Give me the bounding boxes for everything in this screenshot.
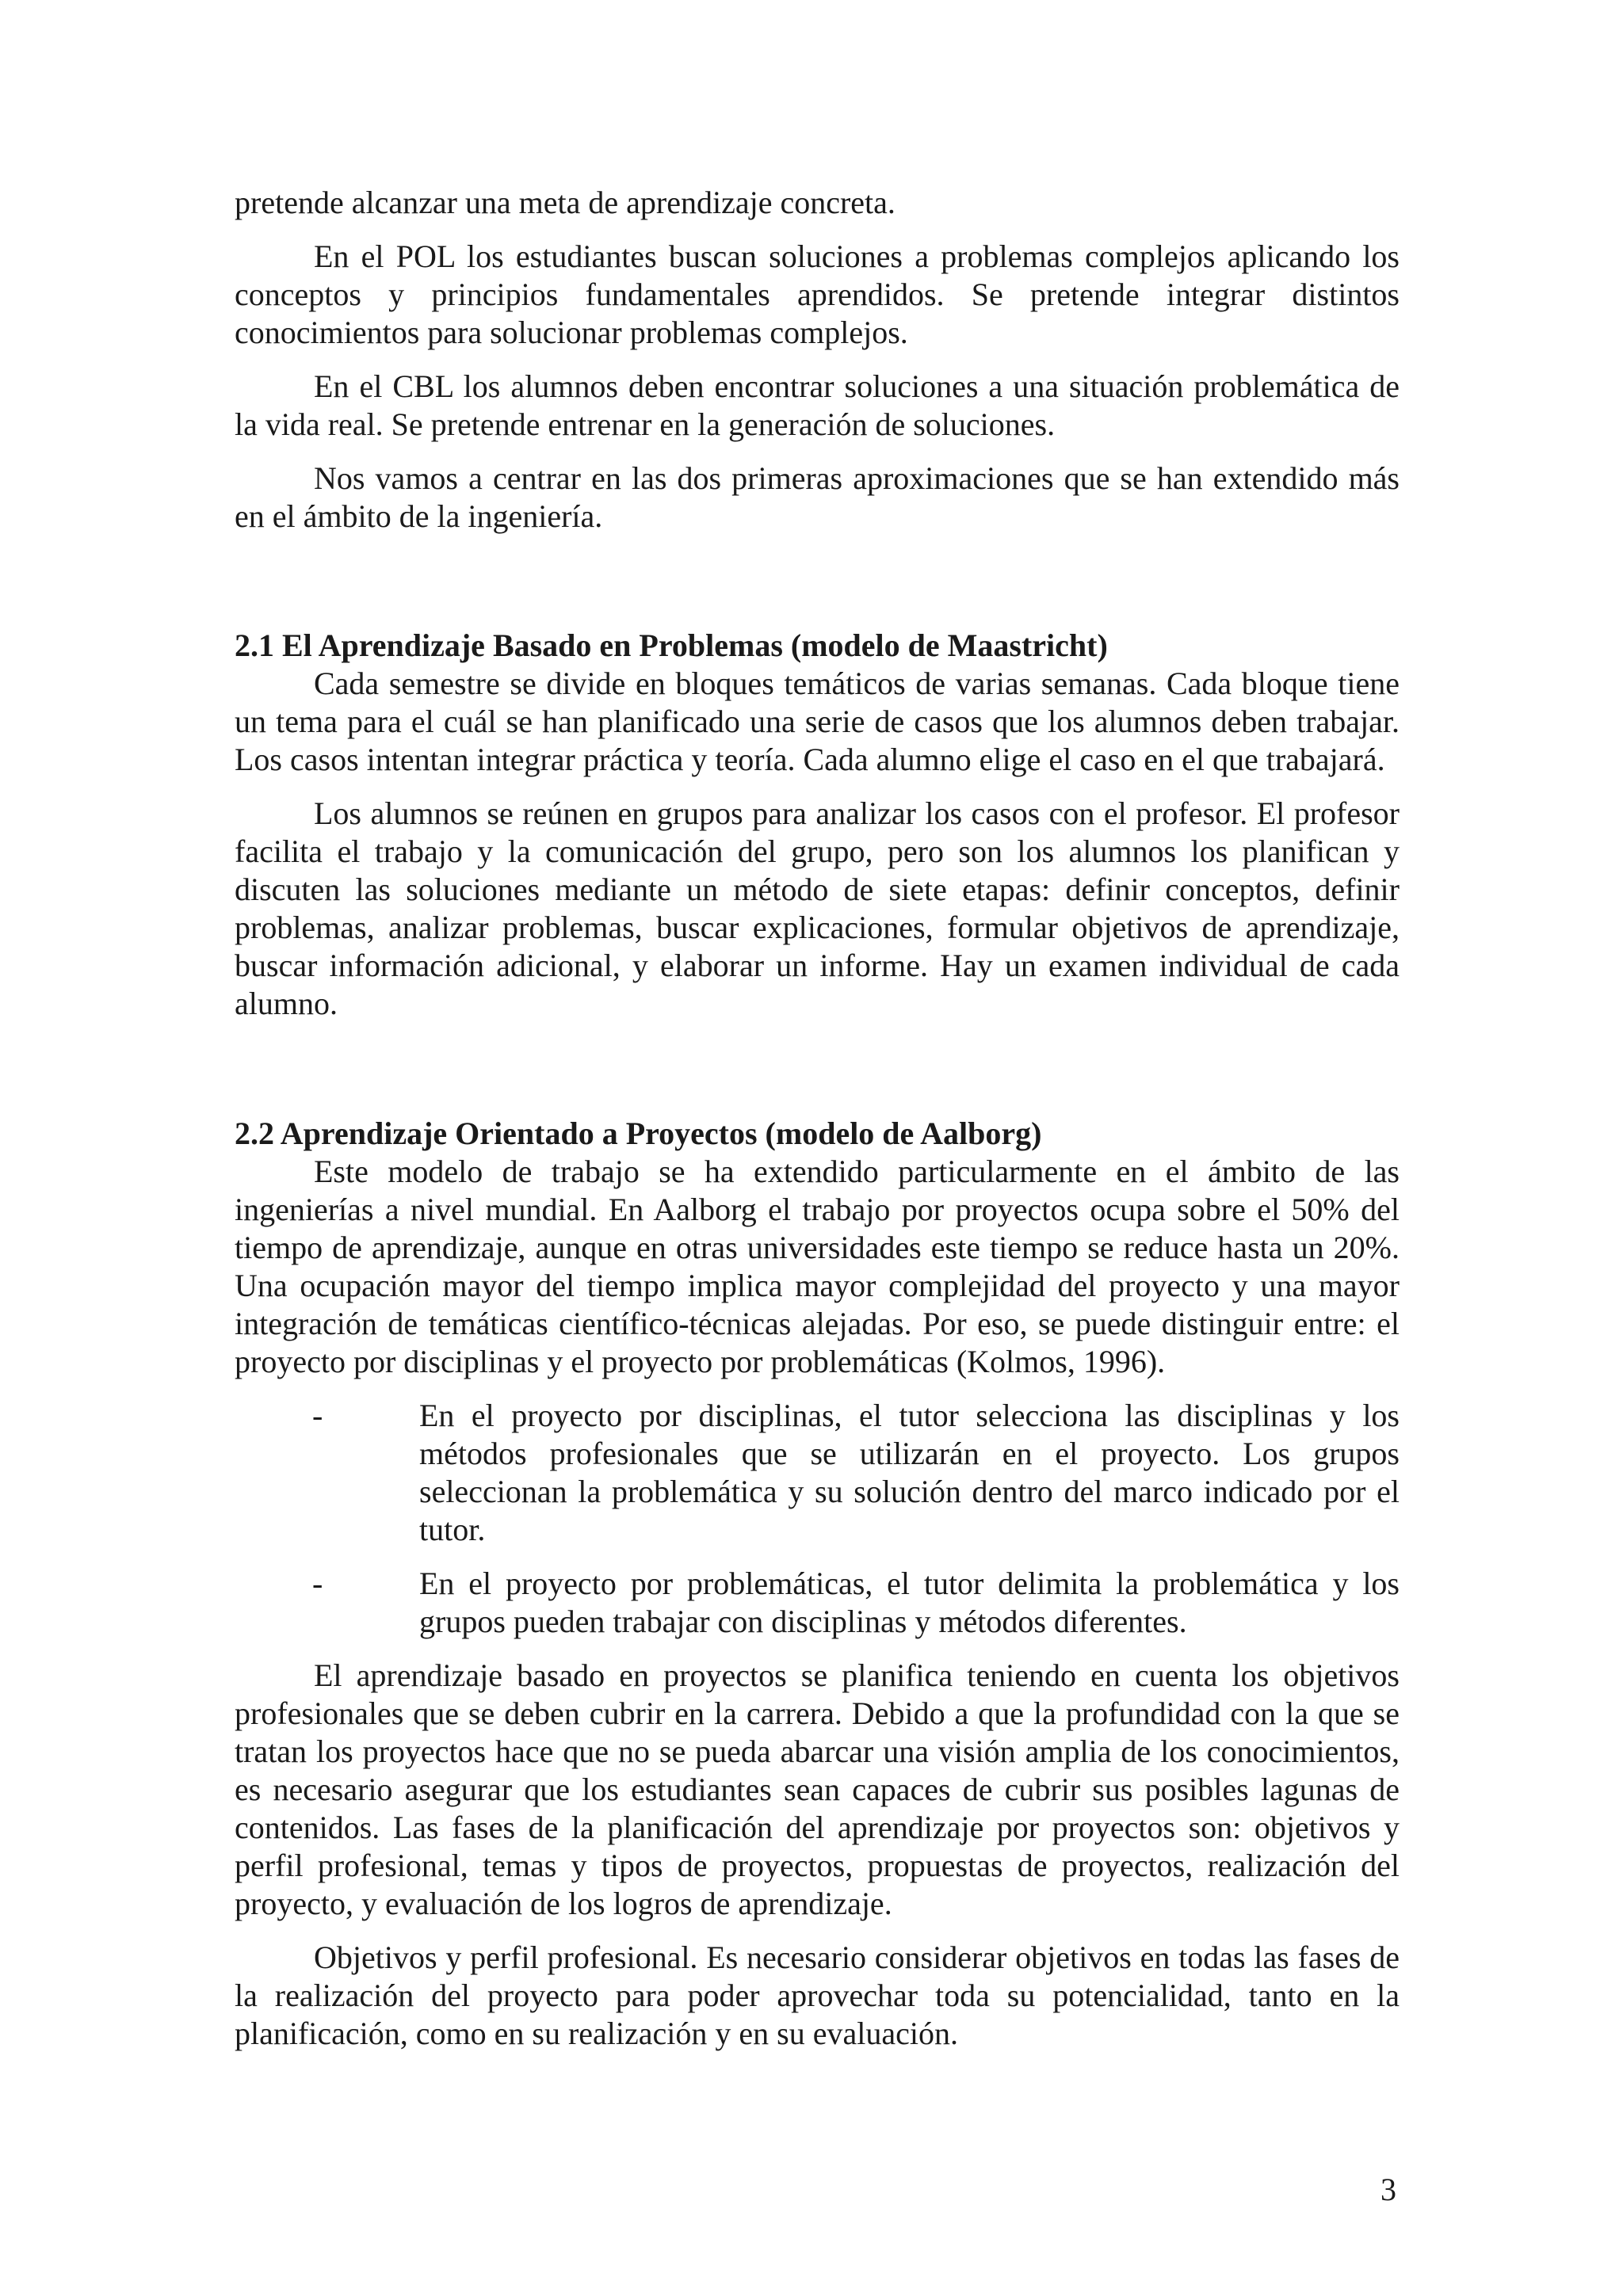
document-page bbox=[235, 184, 1400, 2069]
section-heading: 2.1 El Aprendizaje Basado en Problemas (modelo de Maastricht) bbox=[235, 627, 1108, 663]
body-paragraph: Objetivos y perfil profesional. Es necesario considerar objetivos en todas las fases de la realización del proyecto para poder aprovechar toda su potencialidad, tanto en la planificación, como en su realización y en su evaluación. bbox=[235, 1939, 1400, 2051]
body-paragraph: pretende alcanzar una meta de aprendizaje concreta. bbox=[235, 185, 896, 220]
bullet-marker: - bbox=[312, 1398, 323, 1433]
list-item-text: En el proyecto por disciplinas, el tutor selecciona las disciplinas y los métodos profesionales que se utilizarán en el proyecto. Los grupos seleccionan la problemática y su solución dentro del marco indicado por el tutor. bbox=[419, 1398, 1400, 1547]
section-heading: 2.2 Aprendizaje Orientado a Proyectos (modelo de Aalborg) bbox=[235, 1116, 1042, 1151]
body-paragraph: Los alumnos se reúnen en grupos para analizar los casos con el profesor. El profesor facilita el trabajo y la comunicación del grupo, pero son los alumnos los planifican y discuten las soluciones mediante un método de siete etapas: definir conceptos, definir problemas, analizar problemas, buscar explicaciones, formular objetivos de aprendizaje, buscar información adicional, y elaborar un informe. Hay un examen individual de cada alumno. bbox=[235, 795, 1400, 1021]
body-paragraph: En el CBL los alumnos deben encontrar soluciones a una situación problemática de la vida real. Se pretende entrenar en la generación de soluciones. bbox=[235, 368, 1400, 442]
bullet-list bbox=[235, 1397, 1400, 1641]
body-paragraph: El aprendizaje basado en proyectos se planifica teniendo en cuenta los objetivos profesionales que se deben cubrir en la carrera. Debido a que la profundidad con la que se tratan los proyectos hace que no se pueda abarcar una visión amplia de los conocimientos, es necesario asegurar que los estudiantes sean capaces de cubrir sus posibles lagunas de contenidos. Las fases de la planificación del aprendizaje por proyectos son: objetivos y perfil profesional, temas y tipos de proyectos, propuestas de proyectos, realización del proyecto, y evaluación de los logros de aprendizaje. bbox=[235, 1657, 1400, 1921]
list-item-text: En el proyecto por problemáticas, el tutor delimita la problemática y los grupos pueden trabajar con disciplinas y métodos diferentes. bbox=[419, 1566, 1400, 1639]
body-paragraph: Este modelo de trabajo se ha extendido particularmente en el ámbito de las ingenierías a nivel mundial. En Aalborg el trabajo por proyectos ocupa sobre el 50% del tiempo de aprendizaje, aunque en otras universidades este tiempo se reduce hasta un 20%. Una ocupación mayor del tiempo implica mayor complejidad del proyecto y una mayor integración de temáticas científico-técnicas alejadas. Por eso, se puede distinguir entre: el proyecto por disciplinas y el proyecto por problemáticas (Kolmos, 1996). bbox=[235, 1154, 1400, 1379]
list-item bbox=[235, 1565, 1400, 1641]
body-paragraph: Nos vamos a centrar en las dos primeras aproximaciones que se han extendido más en el ámbito de la ingeniería. bbox=[235, 460, 1400, 534]
body-paragraph: Cada semestre se divide en bloques temáticos de varias semanas. Cada bloque tiene un tema para el cuál se han planificado una serie de casos que los alumnos deben trabajar. Los casos intentan integrar práctica y teoría. Cada alumno elige el caso en el que trabajará. bbox=[235, 666, 1400, 777]
page-number: 3 bbox=[1381, 2172, 1396, 2207]
list-item bbox=[235, 1397, 1400, 1549]
bullet-marker: - bbox=[312, 1566, 323, 1601]
body-paragraph: En el POL los estudiantes buscan soluciones a problemas complejos aplicando los conceptos y principios fundamentales aprendidos. Se pretende integrar distintos conocimientos para solucionar problemas complejos. bbox=[235, 238, 1400, 350]
